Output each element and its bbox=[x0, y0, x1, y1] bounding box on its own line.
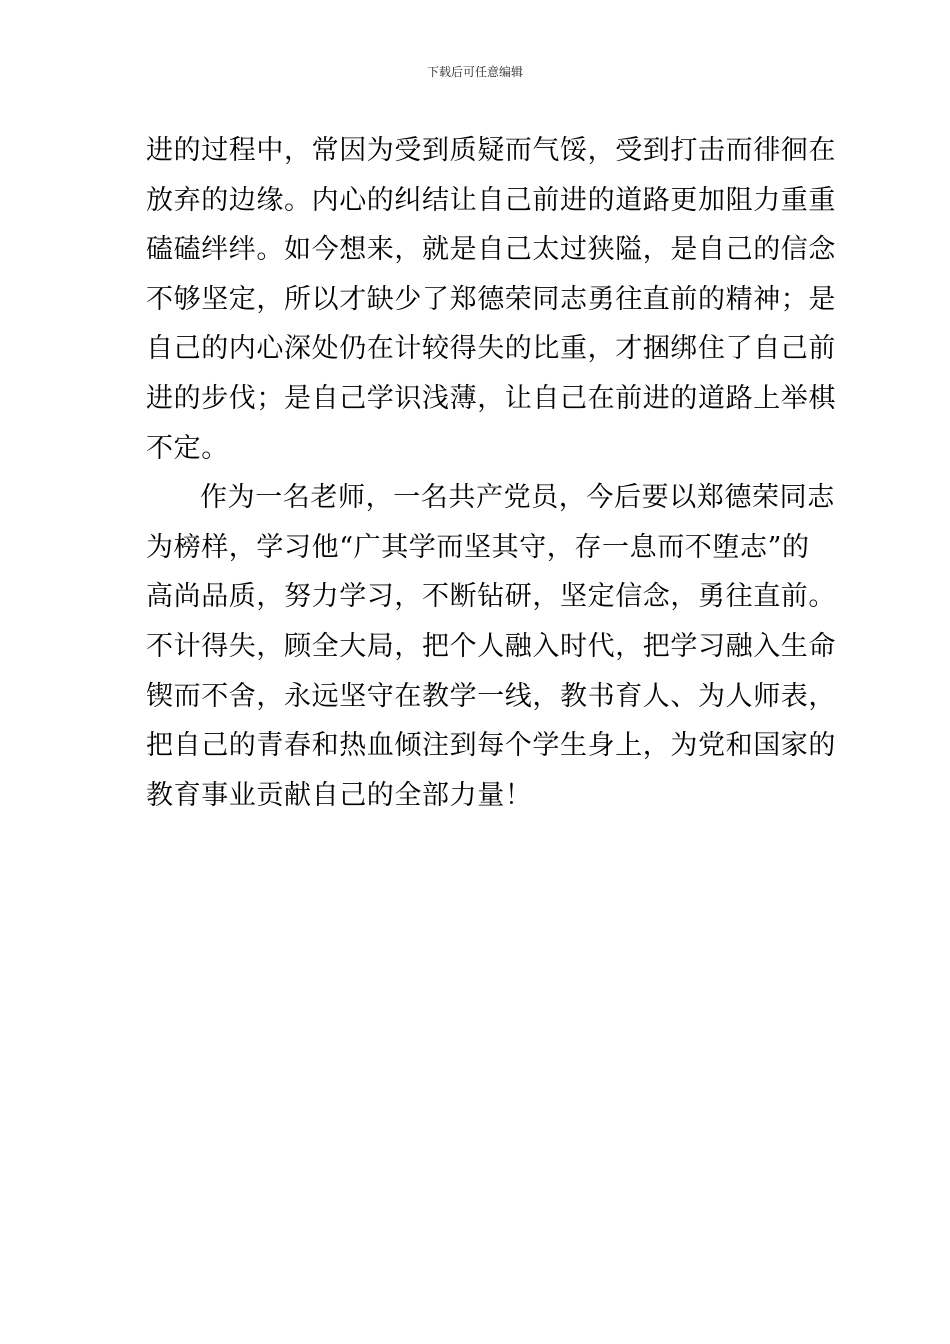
text-line: 不计得失，顾全大局，把个人融入时代，把学习融入生命 bbox=[146, 630, 836, 662]
text-line: 高尚品质，努力学习，不断钻研，坚定信念，勇往直前。 bbox=[146, 581, 836, 613]
text-line: 进的步伐；是自己学识浅薄，让自己在前进的道路上举棋 bbox=[146, 382, 836, 414]
text-line: 锲而不舍，永远坚守在教学一线，教书育人、为人师表， bbox=[146, 680, 836, 712]
header-note: 下载后可任意编辑 bbox=[426, 65, 523, 79]
text-line: 自己的内心深处仍在计较得失的比重，才捆绑住了自己前 bbox=[146, 333, 836, 365]
text-line: 放弃的边缘。内心的纠结让自己前进的道路更加阻力重重 bbox=[146, 184, 836, 216]
text-line: 把自己的青春和热血倾注到每个学生身上，为党和国家的 bbox=[146, 730, 836, 762]
text-line: 不够坚定，所以才缺少了郑德荣同志勇往直前的精神；是 bbox=[146, 283, 836, 315]
text-line: 进的过程中，常因为受到质疑而气馁，受到打击而徘徊在 bbox=[146, 135, 836, 166]
body-text bbox=[146, 126, 836, 820]
paragraph-2 bbox=[146, 473, 836, 820]
paragraph-1 bbox=[146, 126, 836, 473]
text-line: 作为一名老师，一名共产党员，今后要以郑德荣同志 bbox=[200, 482, 835, 514]
text-line: 教育事业贡献自己的全部力量！ bbox=[146, 779, 533, 811]
text-line: 不定。 bbox=[146, 432, 229, 464]
text-line: 为榜样，学习他“广其学而坚其守，存一息而不堕志”的 bbox=[146, 531, 810, 563]
text-line: 磕磕绊绊。如今想来，就是自己太过狭隘，是自己的信念 bbox=[146, 234, 836, 266]
